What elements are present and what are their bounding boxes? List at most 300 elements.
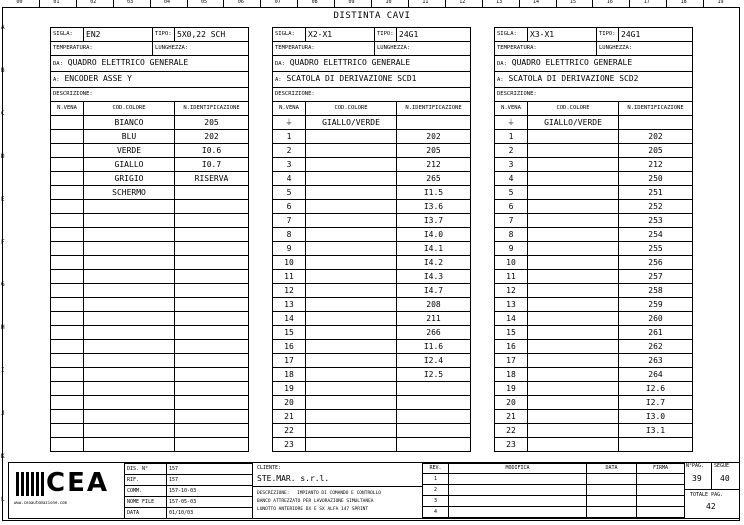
wire-color	[528, 200, 619, 214]
description-line-3: LUNOTTO ANTERIORE DX E SX ALFA 147 SPRINT	[257, 507, 369, 512]
ruler-row-G: G	[1, 281, 5, 289]
table-row	[273, 228, 471, 242]
color-header: COD.COLORE	[84, 102, 175, 116]
wire-id	[175, 214, 249, 228]
ruler-col-13: 13	[496, 0, 503, 5]
wire-color	[528, 368, 619, 382]
wire-color: SCHERMO	[84, 186, 175, 200]
lunghezza-label: LUNGHEZZA:	[375, 42, 471, 56]
to-value: ENCODER ASSE Y	[64, 74, 132, 83]
table-row	[495, 284, 693, 298]
total-pages-label: TOTALE PAG.	[690, 492, 724, 498]
info-row	[125, 508, 253, 519]
nvena-header: N.VENA	[495, 102, 528, 116]
table-row	[51, 326, 249, 340]
lunghezza-label: LUNGHEZZA:	[597, 42, 693, 56]
rev-signature	[637, 485, 685, 496]
tipo-value: 24G1	[619, 28, 693, 42]
rev-date	[587, 474, 637, 485]
wire-id: I4.7	[397, 284, 471, 298]
wire-color	[528, 354, 619, 368]
to-value: SCATOLA DI DERIVAZIONE SCD1	[286, 74, 417, 83]
info-row	[125, 497, 253, 508]
temperatura-label: TEMPERATURA:	[51, 42, 153, 56]
wire-id	[175, 438, 249, 452]
wire-id	[397, 382, 471, 396]
info-value: 01/10/03	[167, 508, 253, 519]
ruler-col-02: 02	[90, 0, 97, 5]
wire-color	[84, 410, 175, 424]
client-box	[252, 463, 423, 518]
table-row	[273, 326, 471, 340]
wire-color	[306, 228, 397, 242]
wire-id: 263	[619, 354, 693, 368]
wire-id: 265	[397, 172, 471, 186]
wire-number	[51, 158, 84, 172]
wire-number: 12	[495, 284, 528, 298]
wire-number	[51, 144, 84, 158]
ruler-tick	[445, 0, 446, 7]
wire-id: 251	[619, 186, 693, 200]
logo-website: www.ceaautomazione.com	[14, 500, 67, 505]
table-row	[495, 144, 693, 158]
wire-id	[175, 200, 249, 214]
wire-color	[84, 242, 175, 256]
tipo-value: 24G1	[397, 28, 471, 42]
ruler-tick	[76, 0, 77, 7]
table-row	[495, 270, 693, 284]
wire-color	[306, 298, 397, 312]
cable-table-2	[272, 27, 471, 452]
wire-number	[51, 270, 84, 284]
wire-id	[397, 424, 471, 438]
wire-id	[175, 284, 249, 298]
wire-id: I4.0	[397, 228, 471, 242]
info-row	[125, 464, 253, 475]
table-row	[273, 284, 471, 298]
ruler-col-04: 04	[164, 0, 171, 5]
wire-number: 2	[495, 144, 528, 158]
ruler-tick	[519, 0, 520, 7]
table-row	[495, 340, 693, 354]
from-label: DA:	[497, 61, 507, 67]
wire-color	[306, 382, 397, 396]
total-pages: 42	[706, 502, 716, 511]
wire-color	[306, 200, 397, 214]
wire-id: I2.7	[619, 396, 693, 410]
wire-id: RISERVA	[175, 172, 249, 186]
wire-color	[306, 270, 397, 284]
table-row	[495, 172, 693, 186]
wire-number: 9	[273, 242, 306, 256]
ruler-row-K: K	[1, 452, 5, 460]
ruler-row-L: L	[1, 495, 5, 503]
info-label: RIF.	[125, 475, 167, 486]
wire-color	[84, 200, 175, 214]
table-row	[273, 298, 471, 312]
wire-number: 5	[495, 186, 528, 200]
wire-id	[397, 438, 471, 452]
wire-number: 4	[495, 172, 528, 186]
wire-color	[84, 312, 175, 326]
to-row	[495, 72, 693, 88]
info-value: 157-05-03	[167, 497, 253, 508]
revision-row	[423, 496, 685, 507]
next-page: 40	[720, 474, 730, 483]
page-number-label: N°PAG.	[686, 463, 705, 469]
wire-color	[528, 340, 619, 354]
description-label: DESCRIZIONE:	[51, 88, 249, 102]
wire-number: 3	[273, 158, 306, 172]
ruler-tick	[703, 0, 704, 7]
ruler-row-E: E	[1, 195, 5, 203]
column-ruler	[2, 0, 740, 7]
from-row	[51, 56, 249, 72]
wire-color	[84, 424, 175, 438]
wire-number: 23	[273, 438, 306, 452]
to-label: A:	[497, 77, 504, 83]
wire-number: 11	[495, 270, 528, 284]
wire-color	[528, 144, 619, 158]
ruler-row-B: B	[1, 67, 5, 75]
lunghezza-label: LUNGHEZZA:	[153, 42, 249, 56]
ruler-col-16: 16	[606, 0, 613, 5]
wire-id: I4.2	[397, 256, 471, 270]
table-row	[495, 354, 693, 368]
color-header: COD.COLORE	[306, 102, 397, 116]
ruler-tick	[260, 0, 261, 7]
wire-id	[175, 242, 249, 256]
wire-color	[306, 158, 397, 172]
wire-color	[84, 340, 175, 354]
wire-number: 15	[273, 326, 306, 340]
table-row	[51, 186, 249, 200]
table-row	[273, 144, 471, 158]
wire-color	[84, 382, 175, 396]
wire-number: ⏚	[273, 116, 306, 130]
wire-number	[51, 410, 84, 424]
page-number: 39	[692, 474, 702, 483]
wire-number: 16	[273, 340, 306, 354]
table-row	[273, 158, 471, 172]
table-row	[51, 172, 249, 186]
info-value: 157	[167, 464, 253, 475]
wire-color	[84, 298, 175, 312]
table-row	[273, 340, 471, 354]
wire-id: 212	[619, 158, 693, 172]
description-label: DESCRIZIONE:	[273, 88, 471, 102]
ruler-col-12: 12	[459, 0, 466, 5]
wire-number: 8	[495, 228, 528, 242]
wire-color	[528, 256, 619, 270]
ruler-row-C: C	[1, 110, 5, 118]
table-row	[51, 228, 249, 242]
from-label: DA:	[275, 61, 285, 67]
table-row	[273, 438, 471, 452]
wire-number	[51, 200, 84, 214]
from-value: QUADRO ELETTRICO GENERALE	[67, 58, 189, 67]
wire-number	[51, 242, 84, 256]
wire-id: I3.0	[619, 410, 693, 424]
ruler-row-A: A	[1, 24, 5, 32]
table-row	[273, 200, 471, 214]
wire-number: 3	[495, 158, 528, 172]
wire-color: GIALLO	[84, 158, 175, 172]
wire-color	[528, 312, 619, 326]
rev-number: 3	[423, 496, 449, 507]
to-label: A:	[53, 77, 60, 83]
wire-id: I3.7	[397, 214, 471, 228]
table-row	[495, 158, 693, 172]
rev-signature	[637, 474, 685, 485]
ruler-tick	[666, 0, 667, 7]
wire-color	[528, 228, 619, 242]
table-row	[273, 382, 471, 396]
to-label: A:	[275, 77, 282, 83]
table-row	[51, 214, 249, 228]
wire-id	[397, 410, 471, 424]
logo-text: CEA	[46, 468, 109, 498]
wire-id	[175, 298, 249, 312]
wire-id: 252	[619, 200, 693, 214]
wire-id: 259	[619, 298, 693, 312]
wire-number	[51, 312, 84, 326]
table-row	[495, 228, 693, 242]
table-row	[495, 424, 693, 438]
info-row	[125, 486, 253, 497]
wire-color	[84, 214, 175, 228]
wire-id	[175, 396, 249, 410]
ruler-col-14: 14	[533, 0, 540, 5]
table-row	[495, 312, 693, 326]
table-row	[51, 298, 249, 312]
wire-number: 20	[273, 396, 306, 410]
wire-number: 16	[495, 340, 528, 354]
wire-color	[528, 382, 619, 396]
wire-id: 261	[619, 326, 693, 340]
info-label: DATA	[125, 508, 167, 519]
ruler-col-09: 09	[348, 0, 355, 5]
modifica-header: MODIFICA	[449, 464, 587, 474]
wire-number: 13	[495, 298, 528, 312]
wire-number: 14	[495, 312, 528, 326]
rev-signature	[637, 507, 685, 518]
table-row	[495, 130, 693, 144]
wire-number: 5	[273, 186, 306, 200]
ruler-tick	[556, 0, 557, 7]
sigla-value: EN2	[84, 28, 153, 42]
wire-id	[397, 116, 471, 130]
ruler-row-J: J	[1, 409, 5, 417]
table-row	[273, 368, 471, 382]
wire-color	[84, 326, 175, 340]
wire-color	[306, 424, 397, 438]
ruler-col-05: 05	[200, 0, 207, 5]
table-row	[495, 214, 693, 228]
wire-color: GIALLO/VERDE	[306, 116, 397, 130]
wire-id: I3.6	[397, 200, 471, 214]
wire-color	[306, 242, 397, 256]
tipo-label: TIPO:	[153, 28, 175, 42]
wire-number	[51, 284, 84, 298]
wire-id: 262	[619, 340, 693, 354]
ruler-col-19: 19	[717, 0, 724, 5]
wire-number: 22	[495, 424, 528, 438]
wire-number	[51, 172, 84, 186]
ruler-col-01: 01	[53, 0, 60, 5]
next-page-label: SEGUE	[714, 463, 730, 469]
wire-id	[175, 228, 249, 242]
tipo-label: TIPO:	[597, 28, 619, 42]
ruler-tick	[39, 0, 40, 7]
ruler-col-08: 08	[311, 0, 318, 5]
wire-id	[175, 410, 249, 424]
sigla-value: X3-X1	[528, 28, 597, 42]
wire-number: 9	[495, 242, 528, 256]
wire-number: 11	[273, 270, 306, 284]
wire-number: 18	[495, 368, 528, 382]
ruler-tick	[629, 0, 630, 7]
wire-color	[84, 228, 175, 242]
from-row	[495, 56, 693, 72]
date-header: DATA	[587, 464, 637, 474]
wire-number: 6	[273, 200, 306, 214]
wire-number	[51, 382, 84, 396]
ruler-col-06: 06	[237, 0, 244, 5]
wire-id	[175, 368, 249, 382]
wire-number: 15	[495, 326, 528, 340]
wire-number: 12	[273, 284, 306, 298]
wire-color	[84, 368, 175, 382]
table-row	[495, 116, 693, 130]
wire-id	[619, 438, 693, 452]
wire-color	[528, 186, 619, 200]
wire-id: I2.5	[397, 368, 471, 382]
wire-number: 22	[273, 424, 306, 438]
table-row	[51, 312, 249, 326]
to-row	[273, 72, 471, 88]
table-row	[495, 242, 693, 256]
table-row	[51, 158, 249, 172]
wire-id: I4.1	[397, 242, 471, 256]
wire-id: 255	[619, 242, 693, 256]
wire-id	[175, 186, 249, 200]
table-row	[495, 410, 693, 424]
client-label: CLIENTE:	[257, 465, 282, 471]
from-row	[273, 56, 471, 72]
temperatura-label: TEMPERATURA:	[273, 42, 375, 56]
table-row	[495, 186, 693, 200]
ruler-tick	[113, 0, 114, 7]
wire-number: 10	[273, 256, 306, 270]
wire-id: 202	[175, 130, 249, 144]
table-row	[495, 298, 693, 312]
wire-color	[306, 340, 397, 354]
wire-color	[528, 130, 619, 144]
table-row	[273, 130, 471, 144]
ruler-tick	[223, 0, 224, 7]
to-row	[51, 72, 249, 88]
wire-id: 266	[397, 326, 471, 340]
wire-color: GIALLO/VERDE	[528, 116, 619, 130]
table-row	[51, 340, 249, 354]
wire-color	[306, 410, 397, 424]
revision-header	[423, 464, 685, 474]
table-row	[273, 410, 471, 424]
wire-number	[51, 396, 84, 410]
from-value: QUADRO ELETTRICO GENERALE	[289, 58, 411, 67]
ruler-col-17: 17	[643, 0, 650, 5]
color-header: COD.COLORE	[528, 102, 619, 116]
table-row	[273, 270, 471, 284]
wire-color	[528, 158, 619, 172]
wire-number: 10	[495, 256, 528, 270]
id-header: N.IDENTIFICAZIONE	[619, 102, 693, 116]
wire-number: 4	[273, 172, 306, 186]
wire-number: 7	[273, 214, 306, 228]
wire-color	[528, 424, 619, 438]
info-label: DIS. N°	[125, 464, 167, 475]
tipo-value: 5X0,22 SCH	[175, 28, 249, 42]
ruler-col-10: 10	[385, 0, 392, 5]
row-ruler	[1, 0, 7, 525]
ruler-tick	[408, 0, 409, 7]
wire-id	[175, 256, 249, 270]
sigla-label: SIGLA:	[495, 28, 528, 42]
wire-color: BLU	[84, 130, 175, 144]
table-row	[495, 256, 693, 270]
wire-number: 19	[273, 382, 306, 396]
wire-number: 17	[273, 354, 306, 368]
wire-id	[397, 396, 471, 410]
wire-number: 21	[495, 410, 528, 424]
wire-number	[51, 130, 84, 144]
to-value: SCATOLA DI DERIVAZIONE SCD2	[508, 74, 639, 83]
rev-modifica	[449, 474, 587, 485]
wire-id: I2.6	[619, 382, 693, 396]
wire-number: 21	[273, 410, 306, 424]
ruler-row-F: F	[1, 238, 5, 246]
wire-id: 258	[619, 284, 693, 298]
ruler-tick	[150, 0, 151, 7]
rev-number: 1	[423, 474, 449, 485]
id-header: N.IDENTIFICAZIONE	[397, 102, 471, 116]
wire-number: 6	[495, 200, 528, 214]
wire-color	[84, 284, 175, 298]
wire-number: 2	[273, 144, 306, 158]
cable-table-3	[494, 27, 693, 452]
wire-number: ⏚	[495, 116, 528, 130]
wire-color	[84, 256, 175, 270]
wire-number	[51, 298, 84, 312]
table-row	[51, 200, 249, 214]
wire-color	[84, 396, 175, 410]
table-row	[51, 144, 249, 158]
info-label: NOME FILE	[125, 497, 167, 508]
wire-color	[306, 144, 397, 158]
description-line-2: BANCO ATTREZZATO PER LAVORAZIONE SIMULTANEA	[257, 499, 374, 504]
wire-color: GRIGIO	[84, 172, 175, 186]
wire-id: 205	[397, 144, 471, 158]
revision-row	[423, 485, 685, 496]
table-row	[51, 396, 249, 410]
table-row	[495, 326, 693, 340]
wire-id: I1.6	[397, 340, 471, 354]
wire-id: 257	[619, 270, 693, 284]
wire-number	[51, 214, 84, 228]
table-row	[51, 438, 249, 452]
description-line-1: IMPIANTO DI COMANDO E CONTROLLO	[297, 491, 381, 496]
